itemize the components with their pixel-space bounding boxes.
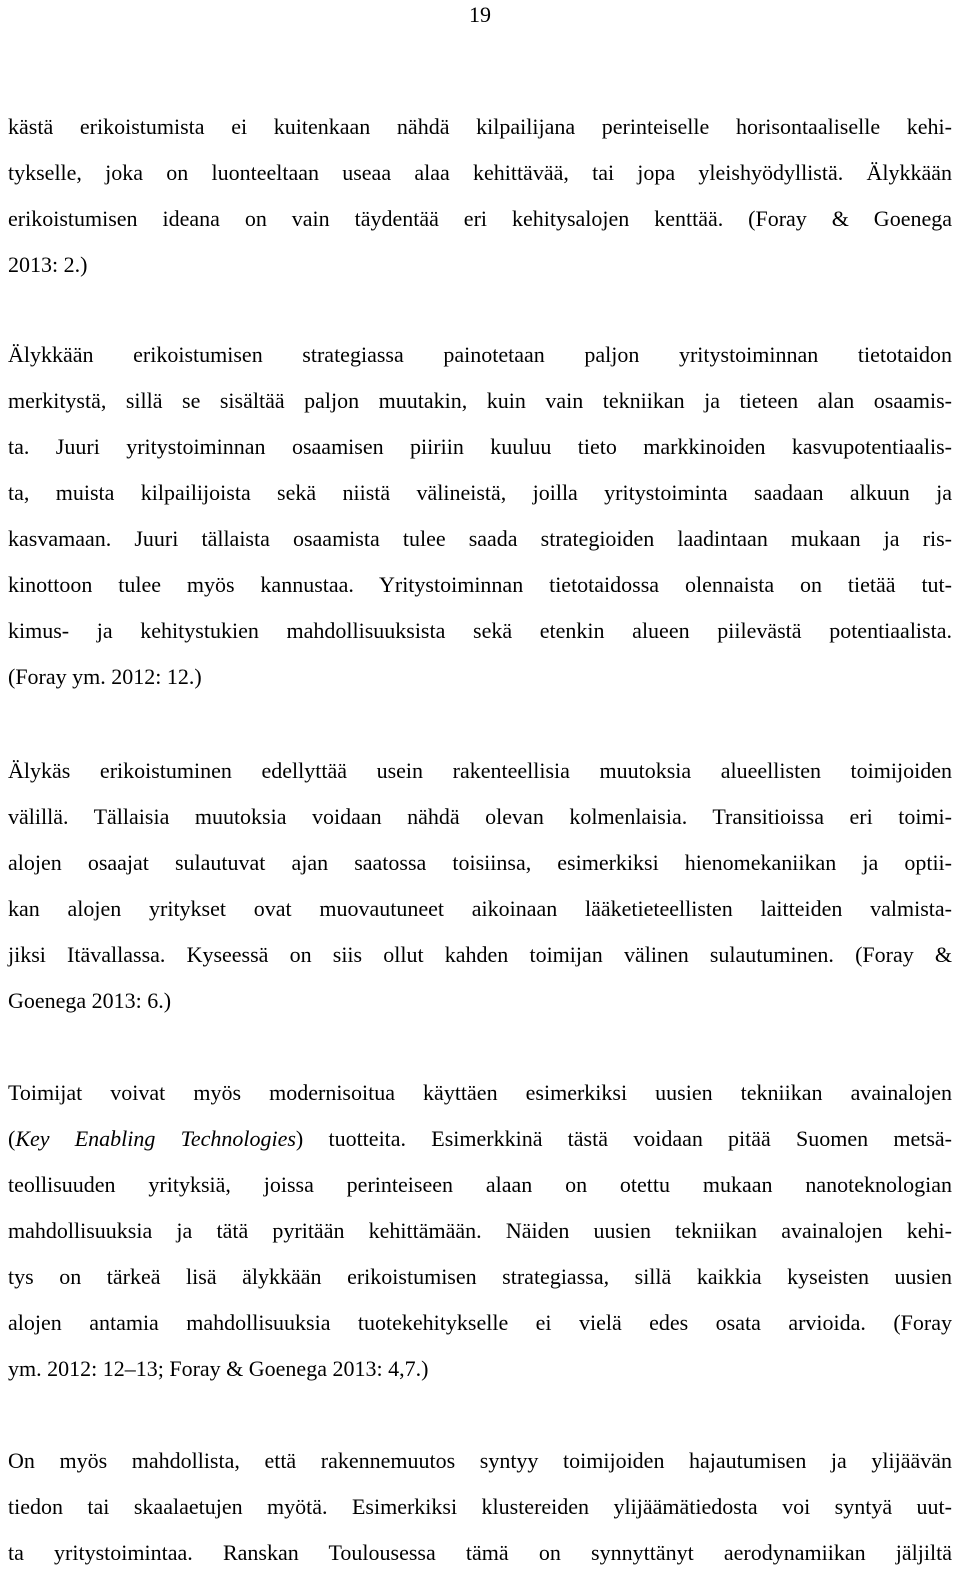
text-line: alojen antamia mahdollisuuksia tuotekehitykselle ei vielä edes osata arvioida. (Foray bbox=[8, 1310, 952, 1335]
text-line: alojen osaajat sulautuvat ajan saatossa toisiinsa, esimerkiksi hienomekaniikan ja optii- bbox=[8, 850, 952, 875]
text-line: kästä erikoistumista ei kuitenkaan nähdä kilpailijana perinteiselle horisontaaliselle kehi- bbox=[8, 114, 952, 139]
page-number: 19 bbox=[469, 2, 491, 27]
text-line: ta. Juuri yritystoiminnan osaamisen piiriin kuuluu tieto markkinoiden kasvupotentiaalis- bbox=[8, 434, 952, 459]
text-line: kinottoon tulee myös kannustaa. Yritystoiminnan tietotaidossa olennaista on tietää tut- bbox=[8, 572, 952, 597]
text-line: Älykkään erikoistumisen strategiassa painotetaan paljon yritystoiminnan tietotaidon bbox=[8, 342, 952, 367]
text-line: erikoistumisen ideana on vain täydentää eri kehitysalojen kenttää. (Foray & Goenega bbox=[8, 206, 952, 231]
text-line: merkitystä, sillä se sisältää paljon muutakin, kuin vain tekniikan ja tieteen alan osaamis- bbox=[8, 388, 952, 413]
text-line: On myös mahdollista, että rakennemuutos syntyy toimijoiden hajautumisen ja ylijäävän bbox=[8, 1448, 952, 1473]
text-line bbox=[8, 1124, 952, 1154]
text-segment: ( bbox=[8, 1126, 16, 1151]
text-line: teollisuuden yrityksiä, joissa perinteiseen alaan on otettu mukaan nanoteknologian bbox=[8, 1172, 952, 1197]
text-line: ym. 2012: 12–13; Foray & Goenega 2013: 4,7.) bbox=[8, 1356, 429, 1381]
text-line: Toimijat voivat myös modernisoitua käyttäen esimerkiksi uusien tekniikan avainalojen bbox=[8, 1080, 952, 1105]
text-line: tys on tärkeä lisä älykkään erikoistumisen strategiassa, sillä kaikkia kyseisten uusien bbox=[8, 1264, 952, 1289]
text-line: jiksi Itävallassa. Kyseessä on siis ollut kahden toimijan välinen sulautuminen. (Foray & bbox=[8, 942, 952, 967]
text-line: tykselle, joka on luonteeltaan useaa alaa kehittävää, tai jopa yleishyödyllistä. Älykkään bbox=[8, 160, 952, 185]
text-line: ta, muista kilpailijoista sekä niistä välineistä, joilla yritystoiminta saadaan alkuun ja bbox=[8, 480, 952, 505]
text-line: tiedon tai skaalaetujen myötä. Esimerkiksi klustereiden ylijäämätiedosta voi syntyä uut- bbox=[8, 1494, 952, 1519]
text-line: Goenega 2013: 6.) bbox=[8, 988, 172, 1013]
text-line: ta yritystoimintaa. Ranskan Toulousessa tämä on synnyttänyt aerodynamiikan jäljiltä bbox=[8, 1540, 952, 1565]
text-line: kan alojen yritykset ovat muovautuneet aikoinaan lääketieteellisten laitteiden valmista- bbox=[8, 896, 952, 921]
text-segment: ) tuotteita. Esimerkkinä tästä voidaan pitää Suomen metsä- bbox=[295, 1126, 952, 1151]
text-line: kimus- ja kehitystukien mahdollisuuksista sekä etenkin alueen piilevästä potentiaalista. bbox=[8, 618, 952, 643]
text-line: Älykäs erikoistuminen edellyttää usein rakenteellisia muutoksia alueellisten toimijoiden bbox=[8, 758, 952, 783]
text-line: välillä. Tällaisia muutoksia voidaan nähdä olevan kolmenlaisia. Transitioissa eri toimi- bbox=[8, 804, 952, 829]
text-line: 2013: 2.) bbox=[8, 252, 88, 277]
text-line: kasvamaan. Juuri tällaista osaamista tulee saada strategioiden laadintaan mukaan ja ris- bbox=[8, 526, 952, 551]
text-line: (Foray ym. 2012: 12.) bbox=[8, 664, 202, 689]
text-line: mahdollisuuksia ja tätä pyritään kehittämään. Näiden uusien tekniikan avainalojen kehi- bbox=[8, 1218, 952, 1243]
italic-term: Key Enabling Technologies bbox=[15, 1126, 296, 1151]
